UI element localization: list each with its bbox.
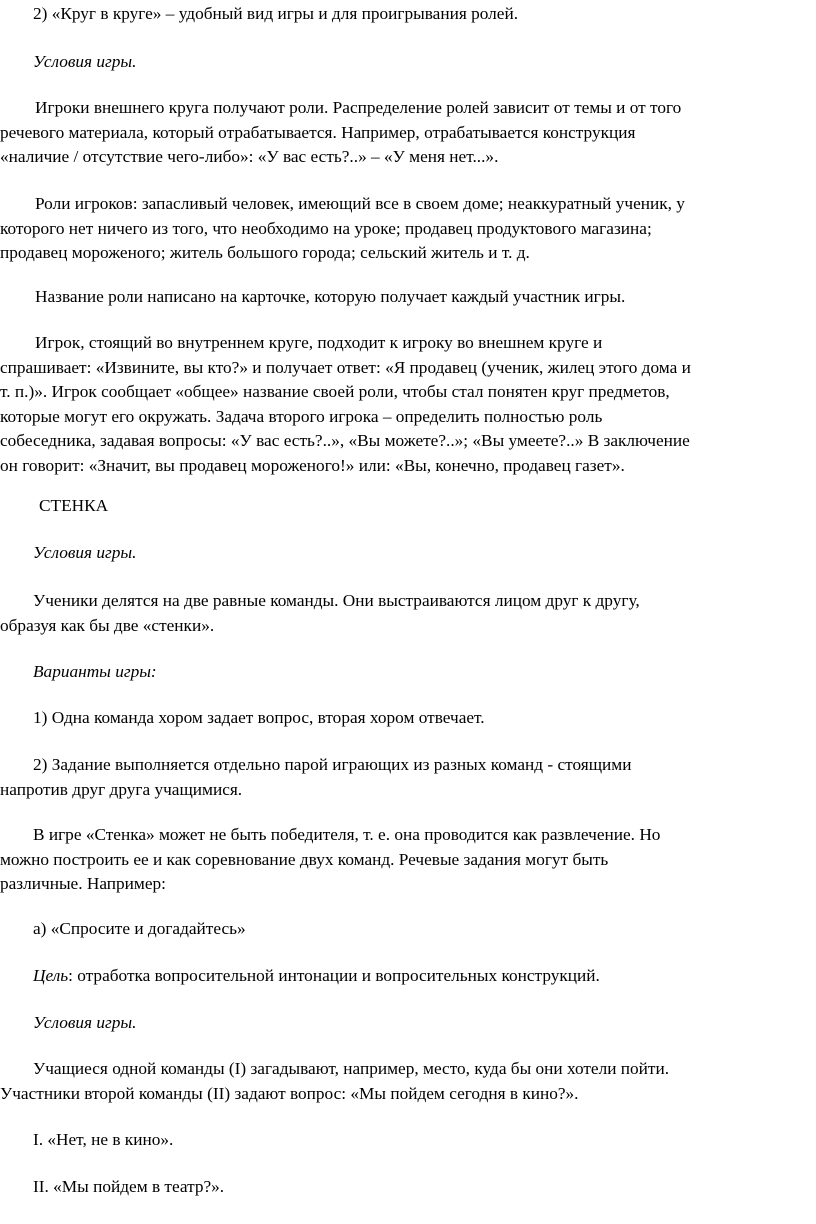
text-line: т. п.)». Игрок сообщает «общее» название своей роли, чтобы стал понятен круг предметов,: [0, 382, 670, 401]
heading-stenka: [0, 494, 813, 519]
text-line: Условия игры.: [33, 1013, 137, 1032]
goal-text: : отработка вопросительной интонации и вопросительных конструкций.: [68, 966, 600, 985]
text-line: собеседника, задавая вопросы: «У вас есть?..», «Вы можете?..»; «Вы умеете?..» В заключение: [0, 431, 690, 450]
text-line: которого нет ничего из того, что необходимо на уроке; продавец продуктового магазина;: [0, 218, 652, 238]
paragraph-team-guess: [0, 1057, 813, 1106]
text-line: 2) Задание выполняется отдельно парой играющих из разных команд - стоящими: [33, 755, 632, 774]
text-line: В игре «Стенка» может не быть победителя, т. е. она проводится как развлечение. Но: [33, 825, 661, 844]
goal-label: Цель: [33, 966, 69, 985]
text-line: которые могут его окружать. Задача второго игрока – определить полностью роль: [0, 406, 603, 426]
text-line: СТЕНКА: [39, 496, 109, 515]
paragraph-answer-2: [0, 1175, 813, 1200]
text-line: I. «Нет, не в кино».: [33, 1130, 174, 1149]
paragraph-no-winner: [0, 823, 813, 897]
text-line: образуя как бы две «стенки».: [0, 615, 215, 635]
text-line: 1) Одна команда хором задает вопрос, вторая хором отвечает.: [33, 708, 485, 727]
text-line: различные. Например:: [0, 874, 166, 893]
text-line: он говорит: «Значит, вы продавец мороженого!» или: «Вы, конечно, продавец газет».: [0, 455, 625, 475]
paragraph-role-card: [0, 285, 813, 310]
text-line: «наличие / отсутствие чего-либо»: «У вас есть?..» – «У меня нет...».: [0, 147, 499, 166]
text-line: Условия игры.: [33, 543, 137, 562]
text-line: Варианты игры:: [33, 662, 157, 681]
paragraph-answer-1: [0, 1128, 813, 1153]
paragraph-variant-1: [0, 706, 813, 731]
text-line: Игрок, стоящий во внутреннем круге, подходит к игроку во внешнем круге и: [35, 333, 603, 352]
text-line: напротив друг друга учащимися.: [0, 779, 243, 799]
text-line: речевого материала, который отрабатывается. Например, отрабатывается конструкция: [0, 122, 636, 142]
paragraph-task-a: [0, 917, 813, 942]
text-line: спрашивает: «Извините, вы кто?» и получает ответ: «Я продавец (ученик, жилец этого дома и: [0, 357, 691, 377]
heading-conditions-1: [0, 50, 813, 75]
text-line: Роли игроков: запасливый человек, имеющий все в своем доме; неаккуратный ученик, у: [35, 194, 685, 213]
text-line: [0, 964, 813, 989]
heading-variants: [0, 660, 813, 685]
paragraph-player-roles: [0, 192, 813, 266]
text-line: а) «Спросите и догадайтесь»: [33, 919, 246, 938]
text-line: II. «Мы пойдем в театр?».: [33, 1177, 225, 1196]
text-line: Участники второй команды (II) задают вопрос: «Мы пойдем сегодня в кино?».: [0, 1083, 579, 1103]
text-line: 2) «Круг в круге» – удобный вид игры и для проигрывания ролей.: [33, 4, 519, 23]
paragraph-krug-intro: [0, 2, 813, 27]
text-line: можно построить ее и как соревнование двух команд. Речевые задания могут быть: [0, 849, 609, 869]
paragraph-goal: [0, 964, 813, 989]
text-line: продавец мороженого; житель большого города; сельский житель и т. д.: [0, 243, 530, 262]
text-line: Ученики делятся на две равные команды. Они выстраиваются лицом друг к другу,: [33, 591, 640, 610]
text-line: Учащиеся одной команды (I) загадывают, например, место, куда бы они хотели пойти.: [33, 1059, 670, 1078]
paragraph-inner-circle: [0, 331, 813, 478]
heading-conditions-2: [0, 541, 813, 566]
text-line: Название роли написано на карточке, которую получает каждый участник игры.: [35, 287, 626, 306]
heading-conditions-3: [0, 1011, 813, 1036]
paragraph-variant-2: [0, 753, 813, 802]
paragraph-teams: [0, 589, 813, 638]
text-line: Условия игры.: [33, 52, 137, 71]
text-line: Игроки внешнего круга получают роли. Распределение ролей зависит от темы и от того: [35, 98, 682, 117]
paragraph-roles-distribution: [0, 96, 813, 170]
